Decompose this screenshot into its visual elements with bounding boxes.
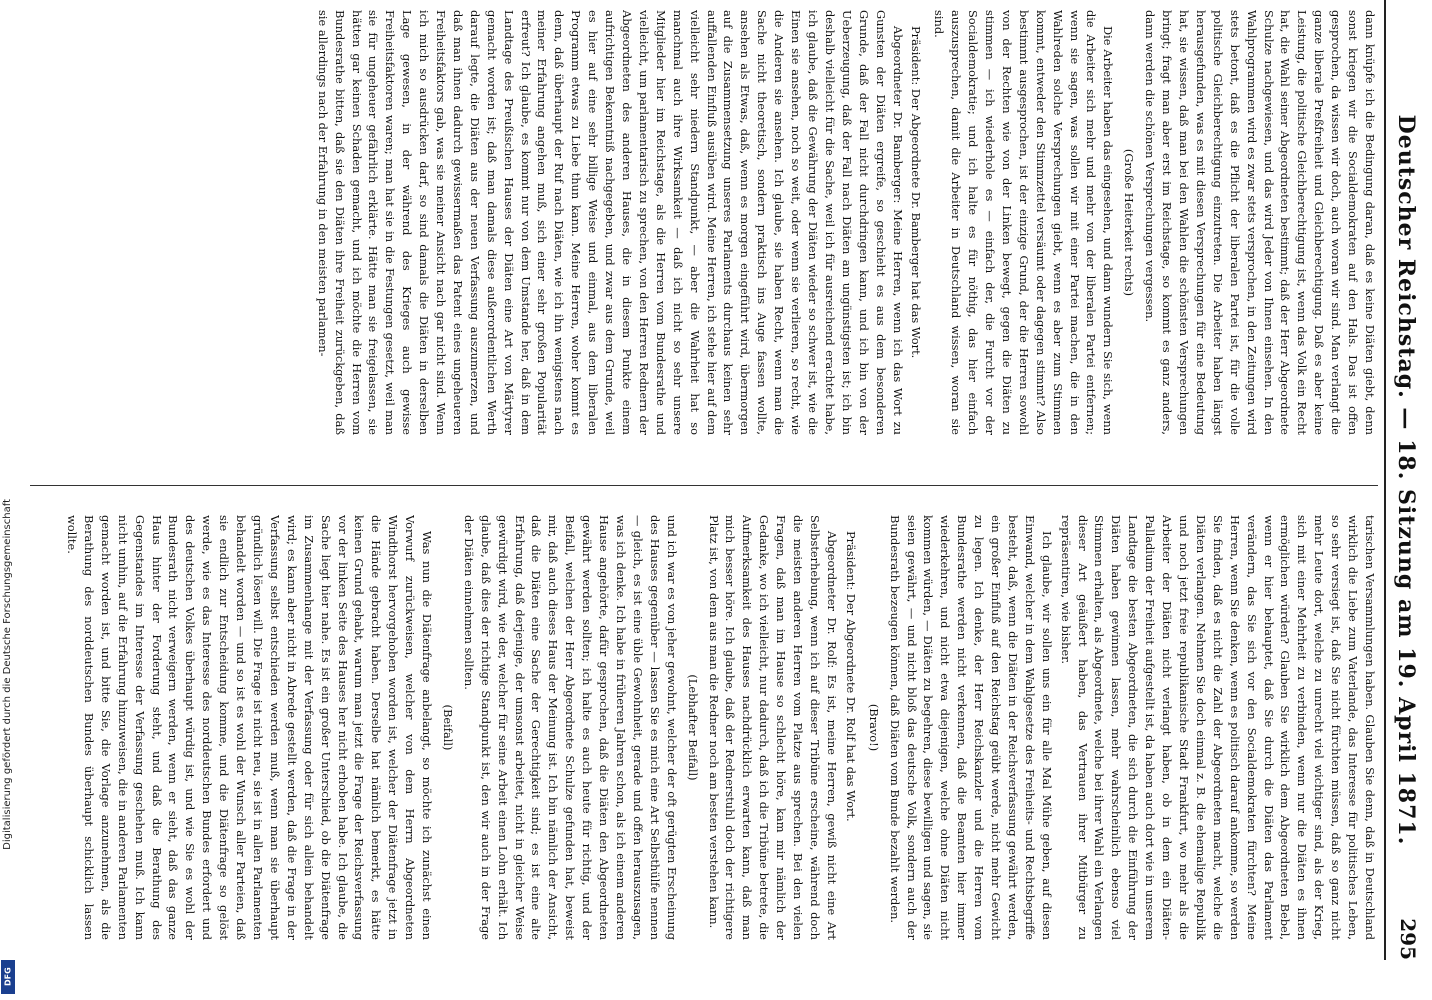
paragraph: und ich war es von jeher gewohnt, welcher der oft gerügten Erscheinung des Hauses gegenüber — lassen Sie es mich eine Art Selbsthülfe nennen — gleich, es ist eine üble Gewohnheit, gerade und offen herauszusagen, was ich denke. Ich habe in früheren Jahren schon, als ich einem anderen Hause angehörte, dafür gesprochen, daß die Diäten den Abgeordneten gewährt werden sollten; ich halte es auch heute für richtig, und der Beifall, welchen der Herr Abgeordnete Schulze gefunden hat, beweist mir, daß auch dieses Haus der Meinung ist. Ich bin nämlich der Ansicht, daß die Diäten eine Sache der Gerechtigkeit sind; es ist eine alte Erfahrung, daß derjenige, der umsonst arbeitet, nicht in gleicher Weise gewürdigt wird, wie der, welcher für seine Arbeit einen Lohn erhält. Ich glaube, daß dies der richtige Standpunkt ist, den wir auch in der Frage der Diäten einnehmen sollten. <box>461 515 679 940</box>
paragraph: Ich glaube, wir sollen uns ein für alle Mal Mühe geben, auf diesen Einwand, welcher in dem Wahlgesetze des Freiheits- und Rechtsbegriffe besteht, daß, wenn die Diäten in der Reichsverfassung gewährt werden, ein großer Einfluß auf den Reichstag geübt werde, nicht mehr Gewicht zu legen. Ich denke, der Herr Reichskanzler und die Herren vom Bundesrathe werden nicht verkennen, daß die Beamten hier immer wiederkehren, und nicht etwa diejenigen, welche ohne Diäten nicht kommen würden, — Diäten zu begehren, diese bewilligen und sagen, sie seien gewährt, — und nicht bloß das deutsche Volk, sondern auch der Bundesrath bezeugen können, daß Diäten vom Bunde bezahlt werden. <box>887 515 1054 940</box>
paragraph: dann knüpfe ich die Bedingung daran, daß es keine Diäten giebt, denn sonst kriegen wir die Socialdemokraten auf den Hals. Das ist offen gesprochen, da wissen wir doch, auch woran wir sind. Man verlangt die ganze liberale Preßfreiheit und Gleichberechtigung. Daß es aber keine Leistung, die politische Gleichberechtigung ist, wenn das Volk ein Recht hat, die Wahl seiner Abgeordneten bestimmt; daß der Herr Abgeordnete Schulze nachgewiesen, und das wird Jeder von Ihnen einsehen. In den Wahlprogrammen wird es zwar stets versprochen, in den Zeitungen wird stets betont, daß es die Pflicht der liberalen Partei ist, für die volle politische Gleichberechtigung einzutreten. Die Arbeiter haben längst herausgefunden, was es mit diesen Versprechungen für eine Bedeutung hat, sie wissen, daß man bei den Wahlen die schönsten Versprechungen bringt; fragt man aber erst im Reichstage, so kommt es ganz anders, dann werden die schönen Versprechungen vergessen. <box>1143 10 1377 435</box>
stage-direction: (Große Heiterkeit rechts) <box>1122 148 1137 297</box>
president-line: Präsident: Der Abgeordnete Dr. Bamberger hat das Wort. <box>909 26 924 359</box>
president-line: Präsident: Der Abgeordnete Dr. Rolf hat das Wort. <box>843 531 858 822</box>
paragraph: Abgeordneter Dr. Rolf: Es ist, meine Herren, gewiß nicht eine Art Selbsterhebung, wenn ich auf dieser Tribüne erscheine, während doch die meisten anderen Herren vom Platze aus sprechen. Bei den vielen Fragen, daß man im Hause so schlecht höre, kam mir nämlich der Gedanke, wo ich vielleicht, nur dadurch, daß ich die Tribüne betrete, die Aufmerksamkeit des Hauses nachdrücklich erwarten kann, daß man mich besser höre. Ich glaube, daß der Rednerstuhl doch der richtigere Platz ist, von dem aus man die Redner noch am besten verstehen kann. <box>706 515 839 940</box>
page-header <box>1384 0 1426 960</box>
digitization-attribution: Digitalisierung gefördert durch die Deutsche Forschungsgemeinschaft <box>2 499 13 850</box>
stage-direction: (Bravo!) <box>866 703 881 752</box>
paragraph: Die Arbeiter haben das eingesehen, und dann wundern Sie sich, wenn die Arbeiter sich mehr und mehr von der liberalen Partei entfernen; wenn sie sagen, was sollen wir mit einer Partei machen, die in den Wahlreden solche Versprechungen giebt, wenn es aber zum Stimmen kommt, entweder den Stimmzettel versäumt oder dagegen stimmt? Also bestimmt ausgesprochen, ist der einzige Grund, der die Herren sowohl von der Rechten wie von der Linken bewegt, gegen die Diäten zu stimmen — ich wiederhole es — einfach der, die Furcht vor der Socialdemokratie; und ich halte es für nöthig, das hier einfach auszusprechen, damit die Arbeiter in Deutschland wissen, woran sie sind. <box>932 10 1116 435</box>
paragraph: Abgeordneter Dr. Bamberger: Meine Herren, wenn ich das Wort zu Gunsten der Diäten ergreife, so geschieht es aus dem besonderen Grunde, daß der Fall nicht durchdringen kann, und ich bin von der Ueberzeugung, daß der Fall nach Diäten am ungünstigsten ist; ich bin deshalb vielleicht für die Sache, weil ich für ausreichend erachtet habe, ich glaube, daß die Gewährung der Diäten wieder so schwer ist, wie die Einen sie ansehen, noch so weit, oder wenn sie verlieren, so recht, wie die Anderen sie ansehen. Ich glaube, sie haben Recht, wenn man die Sache nicht theoretisch, sondern praktisch ins Auge fassen wollte, ansehen als Etwas, daß, wenn es morgen eingeführt wird, übermorgen auf die Zusammensetzung unseres Parlaments durchaus keinen sehr auffallenden Einfluß ausüben wird. Meine Herren, ich stehe hier auf dem vielleicht sehr niedern Standpunkt, — aber die Wahrheit hat so manchmal auch ihre Wirksamkeit — daß ich nicht so sehr unsere Mitglieder hier im Reichstage, als die Herren vom Bundesrathe und vielleicht, um parlamentarisch zu sprechen, von den Herren Rednern der Abgeordneten des anderen Hauses, die in diesem Punkte einem aufrichtigen Bekenntniß nachgegeben, und zwar aus dem Grunde, weil es hier auf eine sehr billige Weise und einmal, aus dem liberalen Programm etwas zu Liebe thun kann. Meine Herren, woher kommt es denn, daß überhaupt der Ruf nach Diäten, wie ich ihn wenigstens nach meiner Erfahrung angehen muß, sich einer sehr großen Popularität erfreut? Ich glaube, es kommt nur von dem Umstande her, daß in dem Landtage des Preußischen Hauses der Diäten eine Art von Märtyrer gemacht worden ist; daß man damals diese außerordentlichen Werth darauf legte, die Diäten aus der neuen Verfassung auszumerzen, und daß man ihnen dadurch gewissermaßen das Patent eines ungeheueren Freiheitsfaktors gab, was sie meiner Ansicht nach gar nicht sind. Wenn ich mich so ausdrücken darf, so sind damals die Diäten in derselben Lage gewesen, in der während des Krieges auch gewisse Freiheitsfaktoren waren; man hat sie in die Festungen gesetzt, weil man sie für ungeheuer gefährlich erklärte. Hätte man sie freigelassen, sie hätten gar keinen Schaden gemacht, und ich möchte die Herren vom Bundesrathe bitten, daß sie den Diäten ihre Freiheit zurückgeben, daß sie allerdings nach der Erfahrung in den meisten parlamen- <box>315 10 905 435</box>
paragraph: tarischen Versammlungen haben. Glauben Sie denn, daß in Deutschland wirklich die Liebe zum Vaterlande, das Interesse für politisches Leben, so sehr versiegt ist, daß Sie nicht fürchten müssen, daß so ganz nicht mehr Leute dort, welche zu unrecht viel wichtiger sind, als der Krieg, sich mit einer Mehrheit zu verbinden, wenn nur die Diäten es ihnen ermöglichen würden? Glauben Sie wirklich dem Abgeordneten Bebel, wenn er hier behauptet, daß Sie durch die Diäten das Parlament verändern, das Sie sich vor den Socialdemokraten fürchten? Meine Herren, wenn Sie denken, wenn es politisch darauf ankomme, so werden Sie finden, daß es nicht die Zahl der Abgeordneten macht, welche die Diäten verlangen. Nehmen Sie doch einmal z. B. die ehemalige Republik und noch jetzt freie republikanische Stadt Frankfurt, wo mehr als die Arbeiter der Diäten nicht verlangt haben, ob in dem ein Diäten-Palladium der Freiheit aufgestellt ist, da haben auch dort wie in unserem Landtage die besten Abgeordneten, die sich durch die Einführung der Diäten haben gewinnen lassen, mehr wahrscheinlich ebenso viel Stimmen erhalten, als Abgeordnete, welche bei ihrer Wahl ein Verlangen dieser Art geäußert haben, das Vertrauen ihrer Mitbürger zu repräsentiren, wie bisher. <box>1058 515 1377 940</box>
dfg-logo: DFG <box>1 960 15 994</box>
paragraph: Was nun die Diätenfrage anbelangt, so möchte ich zunächst einen Vorwurf zurückweisen, welcher von dem Herrn Abgeordneten Windthorst hervorgehoben worden ist, welcher der Diätenfrage jetzt in die Hände gebracht haben. Derselbe hat nämlich bemerkt, es hätte keinen Grund gehabt, warum man jetzt die Frage der Reichsverfassung vor der linken Seite des Hauses her nicht erhoben habe. Ich glaube, die Sache liegt hier nahe. Es ist ein großer Unterschied, ob die Diätenfrage im Zusammenhange mit der Verfassung oder für sich allein behandelt wird; es kann aber nicht in Abrede gestellt werden, daß die Frage in der Verfassung selbst entschieden werden muß, wenn man sie überhaupt gründlich lösen will. Die Frage ist nicht neu, sie ist in allen Parlamenten behandelt worden — und so ist es wohl der Wunsch aller Parteien, daß sie endlich zur Entscheidung komme, und die Diätenfrage so gelöst werde, wie es das Interesse des norddeutschen Bundes erfordert und des deutschen Volkes überhaupt würdig ist, und wie Sie es wohl der Bundesrath nicht verweigern werden, wenn er sieht, daß das ganze Haus hinter der Forderung steht, und daß die Berathung des Gegenstandes im Interesse der Verfassung geschehen muß. Ich kann nicht umhin, auf die Erfahrung hinzuweisen, die in anderen Parlamenten gemacht worden ist, und bitte Sie, die Vorlage anzunehmen, als die Berathung des norddeutschen Bundes überhaupt schicklich lassen wollte. <box>65 515 435 940</box>
running-head: Deutscher Reichstag. — 18. Sitzung am 19. April 1871. <box>1393 114 1419 846</box>
left-column <box>22 10 1378 435</box>
stage-direction: (Beifall) <box>440 704 455 751</box>
column-divider <box>30 485 1378 486</box>
page-number: 295 <box>1396 918 1420 960</box>
right-column <box>22 515 1378 940</box>
stage-direction: (Lebhafter Beifall) <box>685 674 700 781</box>
